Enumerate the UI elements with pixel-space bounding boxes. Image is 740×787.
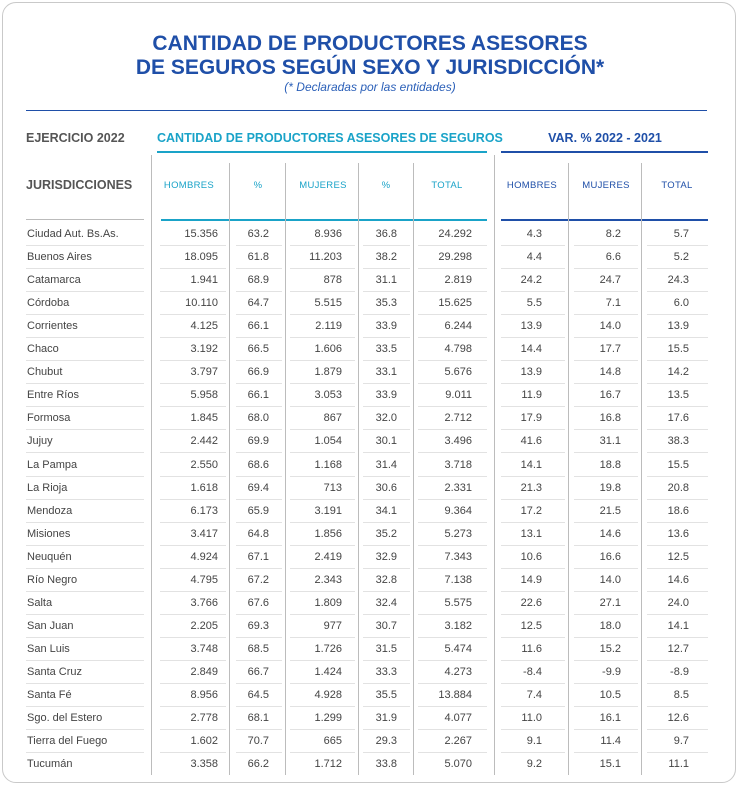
- jurisdiccion-cell: Sgo. del Estero: [27, 712, 103, 725]
- var-hombres-cell: 14.9: [520, 573, 542, 586]
- var-total-cell: 5.7: [673, 228, 689, 240]
- var-mujeres-cell: 14.0: [599, 573, 621, 586]
- mujeres-cell: 1.879: [314, 366, 342, 379]
- table-row: [0, 430, 740, 453]
- var-hombres-cell: 17.2: [520, 504, 542, 517]
- pct-hombres-cell: 66.1: [247, 320, 269, 333]
- pct-hombres-cell: 68.5: [247, 642, 269, 655]
- pct-mujeres-cell: 38.2: [375, 251, 397, 264]
- var-mujeres-cell: 14.8: [599, 366, 621, 379]
- hombres-cell: 6.173: [190, 504, 218, 517]
- var-hombres-cell: 11.0: [521, 712, 542, 725]
- pct-mujeres-cell: 33.9: [375, 389, 397, 402]
- var-total-cell: 12.7: [667, 642, 689, 655]
- mujeres-cell: 2.419: [314, 550, 342, 563]
- jurisdiccion-cell: Corrientes: [27, 320, 78, 333]
- pct-hombres-cell: 68.6: [247, 458, 269, 471]
- mujeres-cell: 1.606: [314, 343, 342, 356]
- table-row: [0, 315, 740, 338]
- var-mujeres-cell: 16.7: [599, 389, 621, 402]
- table-row: [0, 569, 740, 592]
- var-total-cell: 5.2: [673, 251, 689, 264]
- var-hombres-cell: 14.1: [520, 458, 542, 471]
- var-hombres-cell: 13.9: [520, 320, 542, 333]
- var-mujeres-cell: 21.5: [599, 504, 621, 517]
- total-cell: 15.625: [438, 297, 472, 310]
- var-hombres-cell: 12.5: [520, 619, 542, 632]
- table-row: [0, 615, 740, 638]
- cantidad-columns-underline: [161, 219, 487, 221]
- variacion-columns-underline: [501, 219, 708, 221]
- pct-mujeres-cell: 36.8: [375, 228, 397, 240]
- var-total-cell: 9.7: [673, 735, 689, 748]
- hombres-cell: 2.550: [190, 458, 218, 471]
- mujeres-cell: 11.203: [309, 251, 342, 264]
- table-row: [0, 500, 740, 523]
- table-row: [0, 407, 740, 430]
- var-hombres-cell: 14.4: [520, 343, 542, 356]
- var-total-cell: 6.0: [673, 297, 689, 310]
- mujeres-cell: 2.343: [314, 573, 342, 586]
- var-total-cell: 11.1: [668, 758, 689, 771]
- var-total-cell: 12.6: [667, 712, 689, 725]
- var-mujeres-cell: 19.8: [599, 481, 621, 494]
- col-header-var-hombres: HOMBRES: [506, 180, 558, 191]
- total-cell: 5.676: [444, 366, 472, 379]
- var-total-cell: 14.1: [667, 619, 689, 632]
- mujeres-cell: 1.168: [314, 458, 342, 471]
- total-cell: 7.343: [444, 550, 472, 563]
- table-row: [0, 454, 740, 477]
- var-mujeres-cell: 15.2: [599, 642, 621, 655]
- var-mujeres-cell: 10.5: [599, 689, 621, 701]
- pct-mujeres-cell: 30.7: [375, 619, 397, 632]
- pct-hombres-cell: 64.8: [247, 527, 269, 540]
- mujeres-cell: 1.712: [314, 758, 342, 771]
- pct-hombres-cell: 66.9: [247, 366, 269, 379]
- mujeres-cell: 1.299: [314, 712, 342, 725]
- hombres-cell: 15.356: [184, 228, 218, 240]
- cantidad-group-underline: [157, 151, 487, 153]
- table-row: [0, 292, 740, 315]
- pct-hombres-cell: 69.9: [247, 435, 269, 448]
- col-header-var-total: TOTAL: [661, 180, 693, 191]
- title-divider: [26, 110, 707, 111]
- total-cell: 2.819: [444, 274, 472, 287]
- var-total-cell: 13.5: [667, 389, 689, 402]
- jurisdiccion-cell: Ciudad Aut. Bs.As.: [27, 228, 119, 240]
- var-hombres-cell: 41.6: [520, 435, 542, 448]
- mujeres-cell: 1.424: [314, 665, 342, 678]
- pct-mujeres-cell: 34.1: [375, 504, 397, 517]
- var-mujeres-cell: 16.1: [599, 712, 621, 725]
- mujeres-cell: 4.928: [314, 689, 342, 701]
- pct-mujeres-cell: 33.5: [375, 343, 397, 356]
- jurisdiccion-cell: Salta: [27, 596, 53, 609]
- jurisdiccion-cell: Córdoba: [27, 297, 70, 310]
- pct-hombres-cell: 63.2: [247, 228, 269, 240]
- var-hombres-cell: 13.9: [520, 366, 542, 379]
- pct-hombres-cell: 64.7: [247, 297, 269, 310]
- col-header-hombres: HOMBRES: [163, 180, 215, 191]
- variacion-group-underline: [501, 151, 708, 153]
- jurisdiccion-cell: Catamarca: [27, 274, 81, 287]
- hombres-cell: 1.618: [190, 481, 218, 494]
- jurisdiccion-cell: Buenos Aires: [27, 251, 92, 264]
- table-row: [0, 730, 740, 753]
- jurisdiccion-cell: Río Negro: [27, 573, 78, 586]
- hombres-cell: 3.748: [190, 642, 218, 655]
- pct-mujeres-cell: 33.8: [375, 758, 397, 771]
- var-mujeres-cell: 24.7: [599, 274, 621, 287]
- jurisdiccion-cell: Neuquén: [27, 550, 72, 563]
- var-hombres-cell: -8.4: [523, 665, 542, 678]
- var-hombres-cell: 21.3: [520, 481, 542, 494]
- total-cell: 6.244: [444, 320, 472, 333]
- mujeres-cell: 1.809: [314, 596, 342, 609]
- jurisdiccion-cell: Jujuy: [27, 435, 53, 448]
- table-row: [0, 523, 740, 546]
- pct-mujeres-cell: 30.1: [375, 435, 397, 448]
- mujeres-cell: 713: [323, 481, 342, 494]
- jurisdiccion-cell: La Pampa: [27, 458, 78, 471]
- var-hombres-cell: 17.9: [520, 412, 542, 425]
- var-mujeres-cell: 11.4: [600, 735, 621, 748]
- mujeres-cell: 867: [323, 412, 342, 425]
- hombres-cell: 3.192: [190, 343, 218, 356]
- pct-mujeres-cell: 33.9: [375, 320, 397, 333]
- var-mujeres-cell: 18.8: [599, 458, 621, 471]
- col-header-var-mujeres: MUJERES: [582, 180, 630, 191]
- table-row: [0, 546, 740, 569]
- pct-mujeres-cell: 31.4: [375, 458, 397, 471]
- subtitle: (* Declaradas por las entidades): [284, 80, 456, 94]
- var-total-cell: 8.5: [673, 689, 689, 701]
- page-title-line-2: DE SEGUROS SEGÚN SEXO Y JURISDICCIÓN*: [135, 56, 605, 79]
- var-total-cell: 15.5: [667, 343, 689, 356]
- pct-hombres-cell: 67.2: [247, 573, 269, 586]
- total-cell: 4.273: [444, 665, 472, 678]
- var-total-cell: 24.3: [667, 274, 689, 287]
- total-cell: 3.182: [444, 619, 472, 632]
- jurisdiccion-cell: San Luis: [27, 642, 70, 655]
- total-cell: 29.298: [438, 251, 472, 264]
- pct-mujeres-cell: 35.5: [375, 689, 397, 701]
- table-row: [0, 223, 740, 246]
- total-cell: 4.798: [444, 343, 472, 356]
- var-mujeres-cell: 6.6: [605, 251, 621, 264]
- table-row: [0, 269, 740, 292]
- total-cell: 2.712: [444, 412, 472, 425]
- var-total-cell: 12.5: [667, 550, 689, 563]
- pct-hombres-cell: 67.6: [247, 596, 269, 609]
- table-row: [0, 638, 740, 661]
- table-row: [0, 684, 740, 707]
- hombres-cell: 3.417: [190, 527, 218, 540]
- table-row: [0, 707, 740, 730]
- pct-hombres-cell: 65.9: [247, 504, 269, 517]
- var-mujeres-cell: 15.1: [599, 758, 621, 771]
- total-cell: 5.273: [444, 527, 472, 540]
- hombres-cell: 3.797: [190, 366, 218, 379]
- table-row: [0, 477, 740, 500]
- var-hombres-cell: 11.9: [521, 389, 542, 402]
- hombres-cell: 3.358: [190, 758, 218, 771]
- pct-mujeres-cell: 33.3: [375, 665, 397, 678]
- var-hombres-cell: 10.6: [520, 550, 542, 563]
- hombres-cell: 4.924: [190, 550, 218, 563]
- mujeres-cell: 1.726: [314, 642, 342, 655]
- hombres-cell: 10.110: [185, 297, 218, 310]
- var-mujeres-cell: 16.8: [599, 412, 621, 425]
- total-cell: 2.331: [444, 481, 472, 494]
- col-header-mujeres: MUJERES: [299, 180, 347, 191]
- pct-mujeres-cell: 31.1: [375, 274, 397, 287]
- var-mujeres-cell: 17.7: [599, 343, 621, 356]
- mujeres-cell: 3.053: [314, 389, 342, 402]
- table-row: [0, 384, 740, 407]
- total-cell: 4.077: [444, 712, 472, 725]
- variacion-group-header: VAR. % 2022 - 2021: [548, 131, 662, 145]
- var-hombres-cell: 9.1: [526, 735, 542, 748]
- total-cell: 9.364: [444, 504, 472, 517]
- var-hombres-cell: 4.3: [526, 228, 542, 240]
- total-cell: 13.884: [438, 689, 472, 701]
- pct-hombres-cell: 66.1: [247, 389, 269, 402]
- total-cell: 5.474: [444, 642, 472, 655]
- var-mujeres-cell: 7.1: [605, 297, 621, 310]
- total-cell: 3.718: [444, 458, 472, 471]
- col-header-pct-mujeres: %: [381, 180, 391, 191]
- total-cell: 3.496: [444, 435, 472, 448]
- hombres-cell: 1.941: [190, 274, 218, 287]
- pct-mujeres-cell: 29.3: [375, 735, 397, 748]
- var-hombres-cell: 24.2: [520, 274, 542, 287]
- jurisdicciones-header: JURISDICCIONES: [26, 178, 133, 192]
- table-row: [0, 338, 740, 361]
- ejercicio-label: EJERCICIO 2022: [26, 131, 125, 145]
- jurisdiccion-cell: Entre Ríos: [27, 389, 79, 402]
- hombres-cell: 2.205: [190, 619, 218, 632]
- pct-hombres-cell: 66.7: [247, 665, 269, 678]
- var-total-cell: 24.0: [667, 596, 689, 609]
- pct-mujeres-cell: 30.6: [375, 481, 397, 494]
- mujeres-cell: 665: [323, 735, 342, 748]
- var-mujeres-cell: 27.1: [599, 596, 621, 609]
- hombres-cell: 1.602: [190, 735, 218, 748]
- table-row: [0, 246, 740, 269]
- cantidad-group-header: CANTIDAD DE PRODUCTORES ASESORES DE SEGUROS: [157, 131, 503, 145]
- jurisdiccion-cell: Mendoza: [27, 504, 73, 517]
- var-mujeres-cell: 16.6: [599, 550, 621, 563]
- hombres-cell: 1.845: [190, 412, 218, 425]
- var-total-cell: 17.6: [667, 412, 689, 425]
- total-cell: 5.575: [444, 596, 472, 609]
- hombres-cell: 2.442: [190, 435, 218, 448]
- total-cell: 5.070: [444, 758, 472, 771]
- var-mujeres-cell: 18.0: [599, 619, 621, 632]
- mujeres-cell: 2.119: [315, 320, 342, 333]
- table-row: [0, 661, 740, 684]
- table-row: [0, 753, 740, 776]
- jurisdiccion-cell: Santa Cruz: [27, 665, 83, 678]
- pct-hombres-cell: 64.5: [247, 689, 269, 701]
- total-cell: 9.011: [445, 389, 472, 402]
- hombres-cell: 2.778: [190, 712, 218, 725]
- pct-hombres-cell: 68.0: [247, 412, 269, 425]
- jurisdicciones-underline: [26, 219, 144, 220]
- pct-mujeres-cell: 32.4: [375, 596, 397, 609]
- total-cell: 24.292: [438, 228, 472, 240]
- mujeres-cell: 5.515: [314, 297, 342, 310]
- hombres-cell: 4.125: [190, 320, 218, 333]
- jurisdiccion-cell: Tierra del Fuego: [27, 735, 108, 748]
- pct-hombres-cell: 66.5: [247, 343, 269, 356]
- col-header-total: TOTAL: [431, 180, 463, 191]
- pct-mujeres-cell: 35.2: [375, 527, 397, 540]
- var-mujeres-cell: -9.9: [602, 665, 621, 678]
- mujeres-cell: 878: [323, 274, 342, 287]
- hombres-cell: 8.956: [190, 689, 218, 701]
- jurisdiccion-cell: Chaco: [27, 343, 59, 356]
- hombres-cell: 3.766: [190, 596, 218, 609]
- pct-mujeres-cell: 32.0: [375, 412, 397, 425]
- jurisdiccion-cell: San Juan: [27, 619, 74, 632]
- page-title-line-1: CANTIDAD DE PRODUCTORES ASESORES: [152, 32, 588, 55]
- jurisdiccion-cell: Santa Fé: [27, 689, 72, 701]
- pct-hombres-cell: 66.2: [247, 758, 269, 771]
- pct-mujeres-cell: 35.3: [375, 297, 397, 310]
- var-total-cell: 13.9: [667, 320, 689, 333]
- var-total-cell: 20.8: [667, 481, 689, 494]
- var-mujeres-cell: 14.6: [599, 527, 621, 540]
- jurisdiccion-cell: Formosa: [27, 412, 71, 425]
- pct-mujeres-cell: 31.9: [375, 712, 397, 725]
- var-mujeres-cell: 31.1: [599, 435, 621, 448]
- var-total-cell: 13.6: [667, 527, 689, 540]
- table-row: [0, 361, 740, 384]
- mujeres-cell: 1.856: [314, 527, 342, 540]
- var-mujeres-cell: 14.0: [599, 320, 621, 333]
- hombres-cell: 4.795: [190, 573, 218, 586]
- pct-mujeres-cell: 32.8: [375, 573, 397, 586]
- hombres-cell: 18.095: [184, 251, 218, 264]
- var-total-cell: 14.6: [667, 573, 689, 586]
- pct-mujeres-cell: 33.1: [375, 366, 397, 379]
- var-hombres-cell: 4.4: [526, 251, 542, 264]
- pct-hombres-cell: 67.1: [247, 550, 269, 563]
- mujeres-cell: 1.054: [314, 435, 342, 448]
- hombres-cell: 2.849: [190, 665, 218, 678]
- var-hombres-cell: 5.5: [526, 297, 542, 310]
- table-row: [0, 592, 740, 615]
- hombres-cell: 5.958: [190, 389, 218, 402]
- pct-hombres-cell: 70.7: [247, 735, 269, 748]
- var-hombres-cell: 11.6: [521, 642, 542, 655]
- mujeres-cell: 3.191: [314, 504, 342, 517]
- mujeres-cell: 8.936: [314, 228, 342, 240]
- var-hombres-cell: 22.6: [520, 596, 542, 609]
- var-hombres-cell: 13.1: [520, 527, 542, 540]
- pct-mujeres-cell: 31.5: [375, 642, 397, 655]
- col-header-pct-hombres: %: [253, 180, 263, 191]
- pct-hombres-cell: 61.8: [247, 251, 269, 264]
- var-total-cell: 14.2: [667, 366, 689, 379]
- var-hombres-cell: 7.4: [526, 689, 542, 701]
- var-total-cell: -8.9: [670, 665, 689, 678]
- jurisdiccion-cell: Misiones: [27, 527, 71, 540]
- pct-hombres-cell: 68.1: [247, 712, 269, 725]
- pct-hombres-cell: 69.3: [247, 619, 269, 632]
- mujeres-cell: 977: [323, 619, 342, 632]
- total-cell: 7.138: [444, 573, 472, 586]
- var-total-cell: 15.5: [667, 458, 689, 471]
- total-cell: 2.267: [444, 735, 472, 748]
- var-mujeres-cell: 8.2: [605, 228, 621, 240]
- var-hombres-cell: 9.2: [526, 758, 542, 771]
- jurisdiccion-cell: Chubut: [27, 366, 63, 379]
- pct-hombres-cell: 69.4: [247, 481, 269, 494]
- pct-mujeres-cell: 32.9: [375, 550, 397, 563]
- jurisdiccion-cell: La Rioja: [27, 481, 68, 494]
- var-total-cell: 18.6: [667, 504, 689, 517]
- pct-hombres-cell: 68.9: [247, 274, 269, 287]
- jurisdiccion-cell: Tucumán: [27, 758, 73, 771]
- var-total-cell: 38.3: [667, 435, 689, 448]
